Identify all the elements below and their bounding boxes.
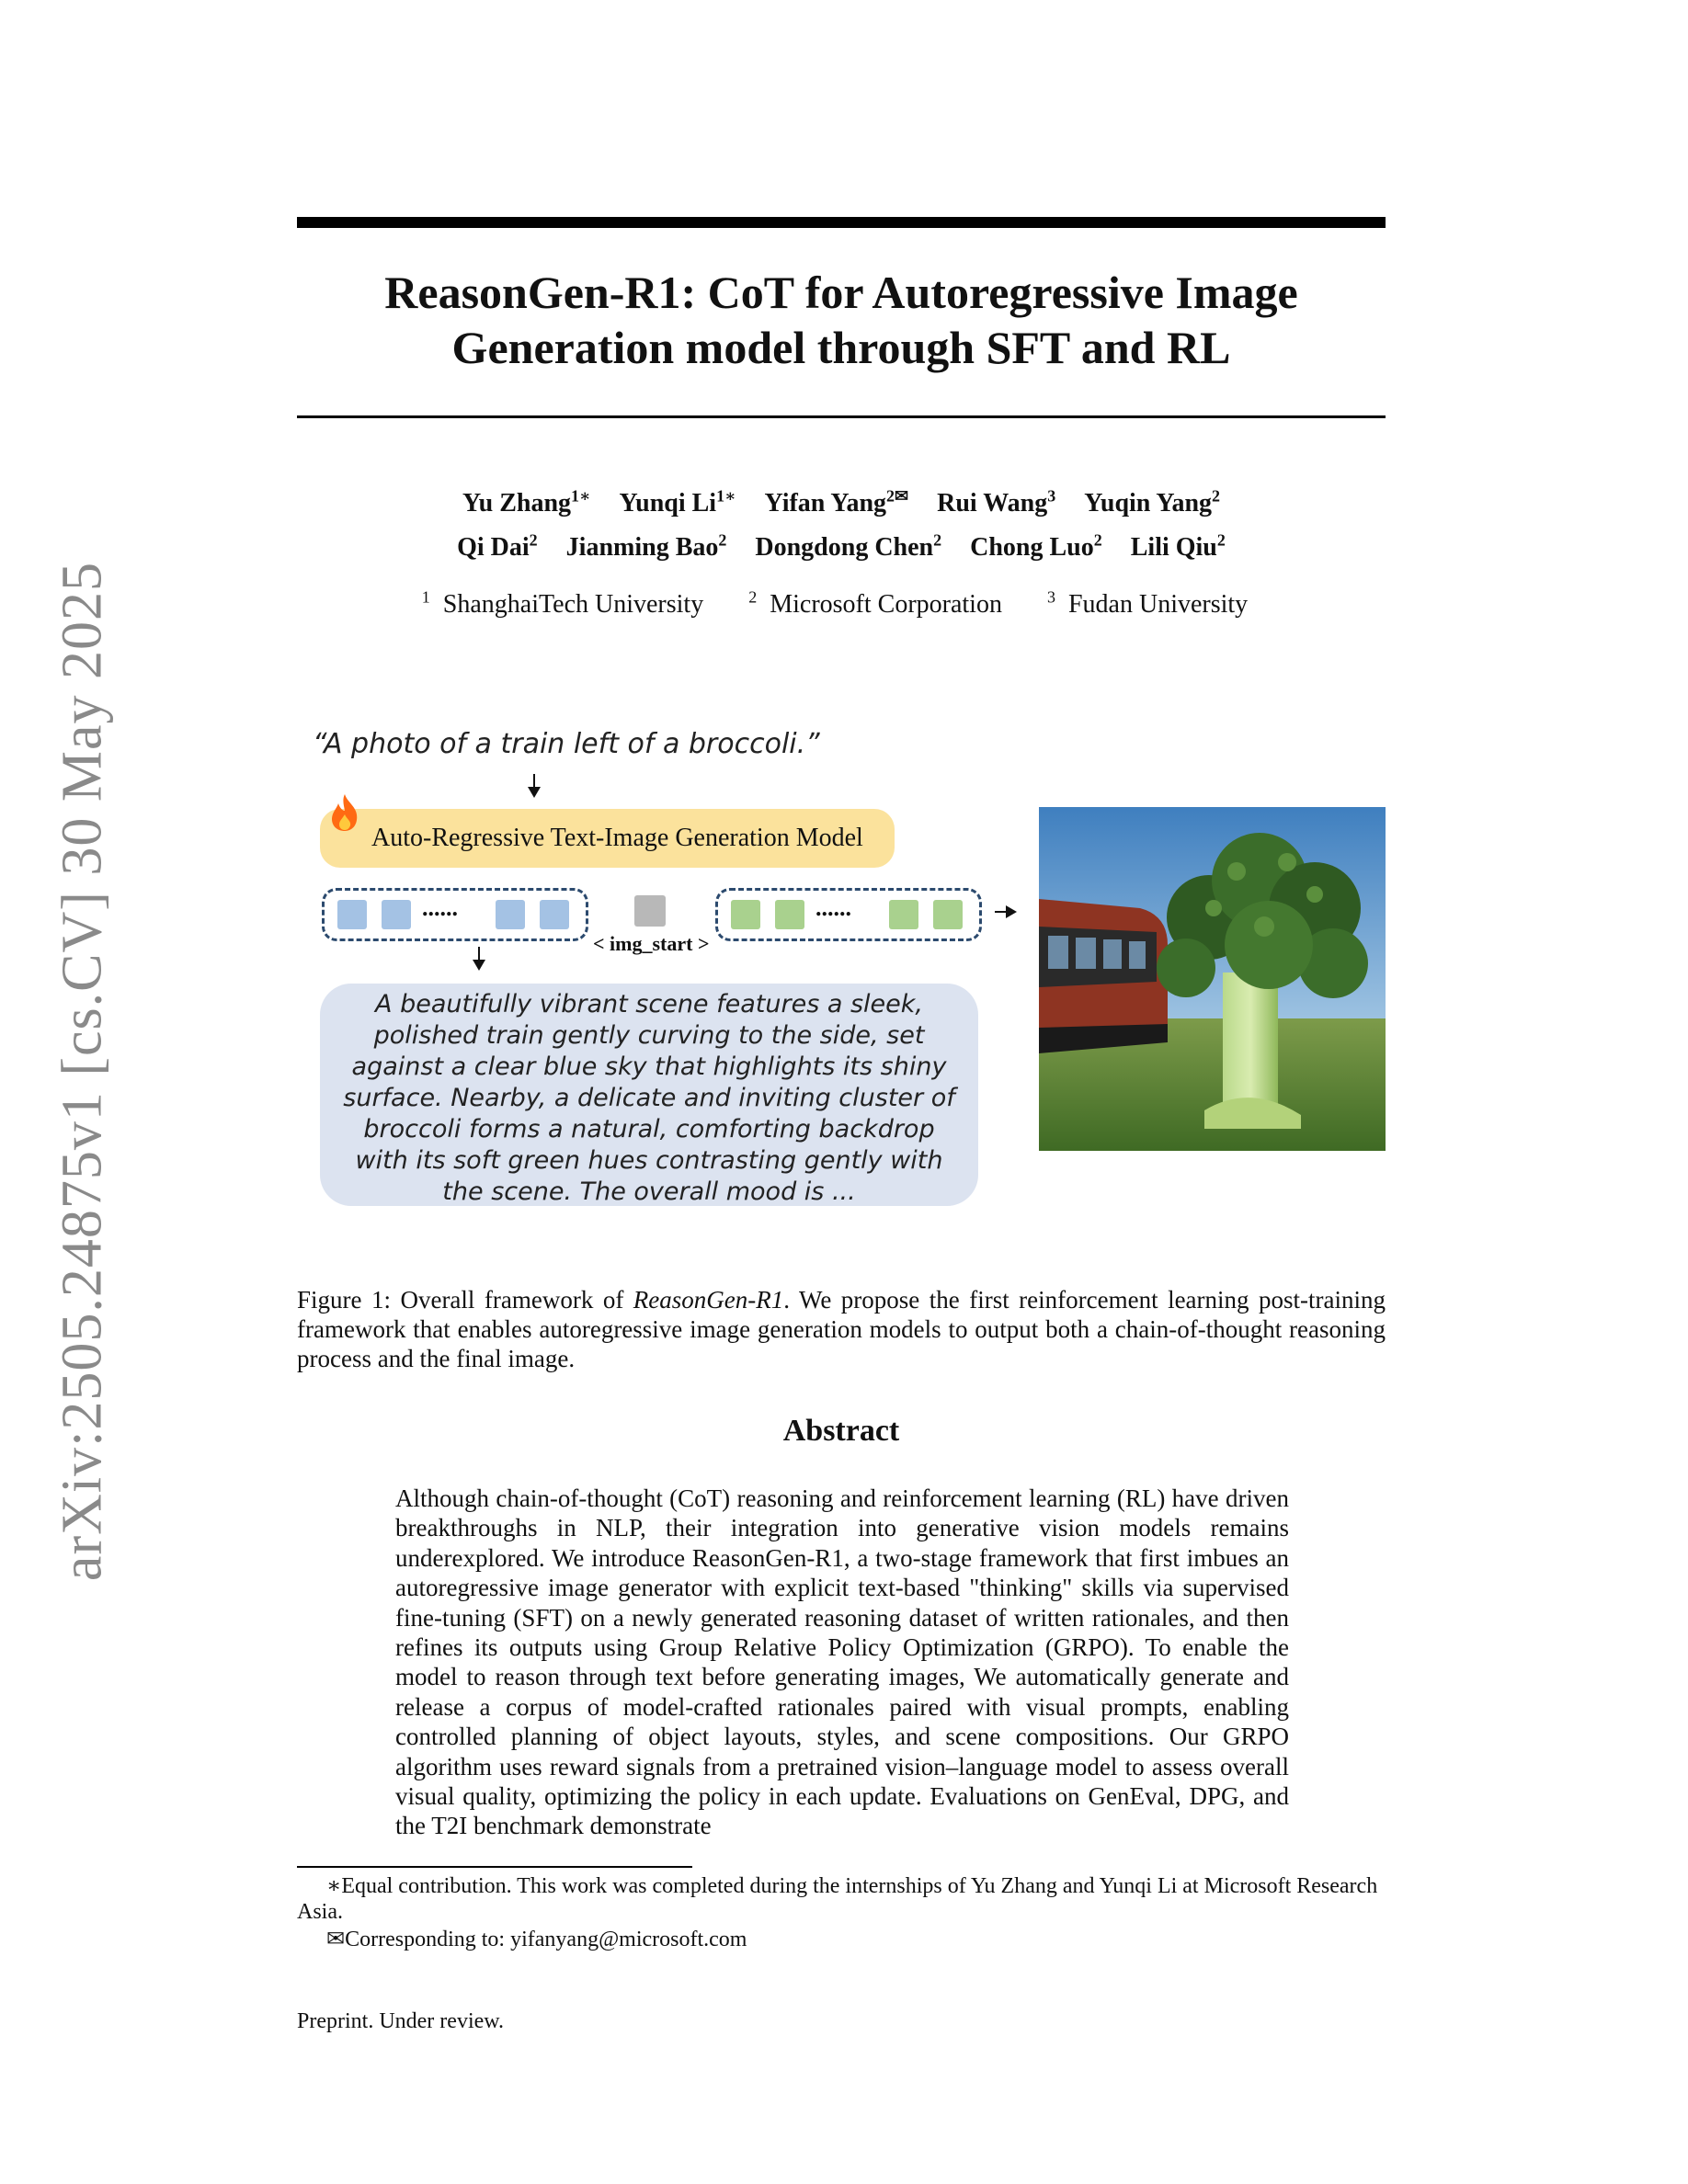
authors-row-2 xyxy=(297,531,1386,563)
generated-image-train-broccoli xyxy=(1039,807,1386,1151)
token-ellipsis: ...... xyxy=(422,894,458,921)
author: Dongdong Chen$^2$ xyxy=(755,531,942,563)
text-token xyxy=(540,900,569,929)
model-label: Auto-Regressive Text-Image Generation Model xyxy=(371,824,863,852)
author: Yifan Yang$^{2✉}$ xyxy=(764,487,909,518)
token-ellipsis: ...... xyxy=(815,894,851,921)
authors-row-1 xyxy=(297,487,1386,518)
reasoning-text: A beautifully vibrant scene features a sleek, polished train gently curving to the side, set against a clear blue sky that highlights its shiny surface. Nearby, a delicate and inviting cluster of broccoli forms a natural, comforting backdrop with its soft green hues contrasting gently with the scene. The overall mood is ... xyxy=(343,990,955,1206)
title-top-rule xyxy=(297,217,1386,228)
affiliations xyxy=(297,588,1386,620)
image-token xyxy=(775,900,804,929)
preprint-notice: Preprint. Under review. xyxy=(297,2009,505,2033)
abstract-heading: Abstract xyxy=(782,1414,900,1448)
footnote-rule xyxy=(297,1866,692,1868)
affiliation: $^3$ Fudan University xyxy=(1046,588,1249,620)
author: Yuqin Yang$^2$ xyxy=(1084,487,1221,518)
abstract-text: Although chain-of-thought (CoT) reasoning and reinforcement learning (RL) have driven breakthroughs in NLP, their integration into generative vision models remains underexplored. We introduce ReasonGen-R1, a two-stage framework that first imbues an autoregressive image generator with explicit text-based "thinking" skills via supervised fine-tuning (SFT) on a newly generated reasoning dataset of written rationales, and then refines its outputs using Group Relative Policy Optimization (GRPO). To enable the model to reason through text before generating images, We automatically generate and release a corpus of model-crafted rationales paired with visual prompts, enabling controlled planning of object layouts, styles, and scene compositions. Our GRPO algorithm uses reward signals from a pretrained vision–language model to assess overall visual quality, optimizing the policy in each update. Evaluations on GenEval, DPG, and the T2I benchmark demonstrate xyxy=(395,1484,1289,1840)
affiliation: $^2$ Microsoft Corporation xyxy=(748,588,1002,620)
footnote-corresponding-author: ✉Corresponding to: yifanyang@microsoft.com xyxy=(326,1928,747,1951)
footnote-equal-contribution: ∗Equal contribution. This work was completed during the internships of Yu Zhang and Yunqi Li at Microsoft Research Asia. xyxy=(297,1874,1378,1924)
figure-prompt-text: “A photo of a train left of a broccoli.” xyxy=(313,728,820,760)
author: Qi Dai$^2$ xyxy=(457,531,538,563)
author: Yunqi $Li^{1∗}$ xyxy=(619,487,736,518)
image-token xyxy=(731,900,760,929)
author: Rui Wang$^3$ xyxy=(937,487,1056,518)
arrow-down-icon xyxy=(478,947,480,969)
arrow-down-icon xyxy=(533,774,535,796)
text-token xyxy=(337,900,367,929)
figure-caption: Figure 1: Overall framework of ReasonGen-R1. We propose the first reinforcement learning post-training framework that enables autoregressive image generation models to output both a chain-of-thought reasoning process and the final image. xyxy=(297,1286,1386,1372)
fire-icon xyxy=(327,792,362,841)
img-start-token xyxy=(634,895,666,927)
img-start-label: < img_start > xyxy=(593,932,710,955)
text-token xyxy=(382,900,411,929)
text-token-group xyxy=(322,888,588,941)
arxiv-identifier-stamp: arXiv:2505.24875v1 [cs.CV] 30 May 2025 xyxy=(51,561,114,1582)
image-token xyxy=(933,900,963,929)
title-line-1: ReasonGen-R1: CoT for Autoregressive Image xyxy=(384,267,1298,318)
image-token xyxy=(889,900,918,929)
author: Chong Luo$^2$ xyxy=(970,531,1102,563)
paper-title xyxy=(297,265,1386,375)
affiliation: $^1$ ShanghaiTech University xyxy=(421,588,704,620)
image-token-group xyxy=(715,888,982,941)
author: Lili Qiu$^2$ xyxy=(1130,531,1226,563)
title-bottom-rule xyxy=(297,415,1386,418)
title-line-2: Generation model through SFT and RL xyxy=(451,322,1231,373)
arrow-right-icon xyxy=(995,911,1015,913)
author: Jianming Bao$^2$ xyxy=(565,531,727,563)
text-token xyxy=(496,900,525,929)
author: Yu Zhang$^{1∗}$ xyxy=(462,487,591,518)
